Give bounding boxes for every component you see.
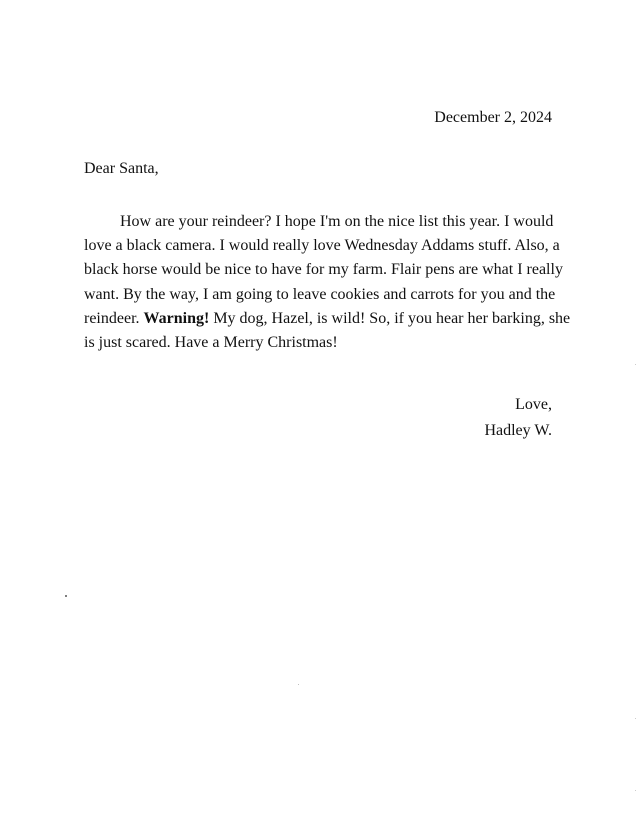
body-line-4: want. By the way, I am going to leave cookies and carrots for you and the <box>84 285 556 303</box>
salutation: Dear Santa, <box>84 160 159 177</box>
body-line-6: is just scared. Have a Merry Christmas! <box>84 334 338 352</box>
scan-speck-1 <box>65 595 67 597</box>
scan-speck-3 <box>635 364 636 365</box>
warning-emphasis: Warning! <box>143 309 210 327</box>
body-line-3: black horse would be nice to have for my farm. Flair pens are what I really <box>84 261 563 279</box>
scan-speck-5 <box>635 790 636 791</box>
signature: Hadley W. <box>484 422 552 439</box>
letter-date: December 2, 2024 <box>434 109 552 126</box>
body-line-2: love a black camera. I would really love Wednesday Addams stuff. Also, a <box>84 237 560 255</box>
closing: Love, <box>515 396 552 413</box>
scan-speck-2 <box>298 684 299 685</box>
body-line-1: How are your reindeer? I hope I'm on the nice list this year. I would <box>120 213 554 230</box>
body-line-5 <box>84 307 571 331</box>
letter-body <box>84 210 571 355</box>
scan-speck-4 <box>635 718 636 719</box>
body-line-5-start: reindeer. <box>84 309 144 327</box>
body-line-5-end: My dog, Hazel, is wild! So, if you hear her barking, she <box>209 309 571 327</box>
